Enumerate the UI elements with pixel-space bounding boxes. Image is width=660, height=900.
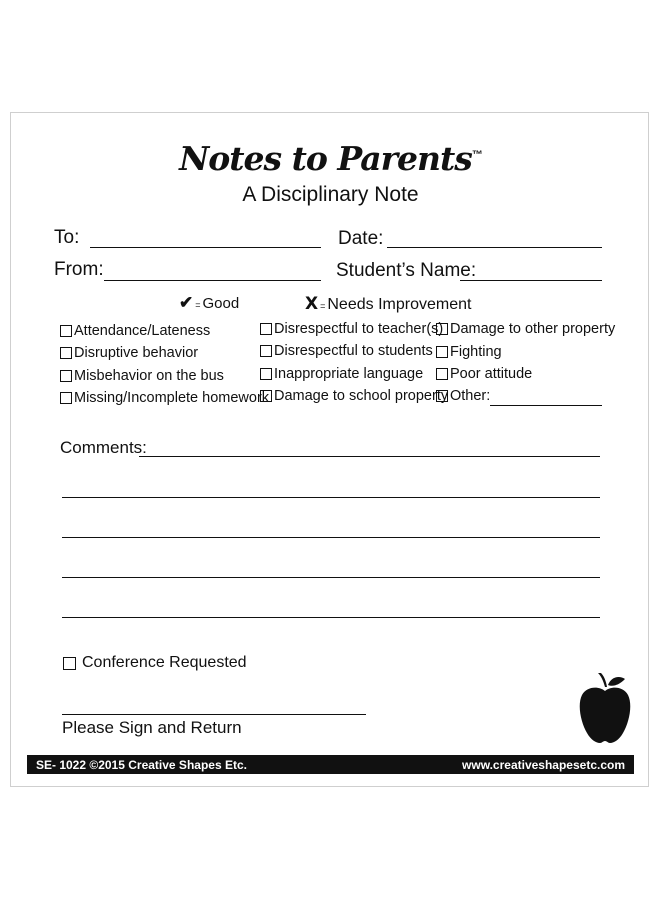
note-title: Notes to Parents™ [179,139,482,178]
checkbox[interactable] [63,657,76,670]
student-name-line[interactable] [460,280,602,281]
check-icon: ✔ [179,293,194,312]
checkbox[interactable] [436,346,448,358]
comments-line-4[interactable] [62,577,600,578]
student-name-label: Student’s Name: [336,260,477,281]
to-label: To: [54,227,80,248]
option-fighting[interactable]: Fighting [436,344,502,360]
footer-copyright: SE- 1022 ©2015 Creative Shapes Etc. [36,757,247,772]
conference-requested-option[interactable]: Conference Requested [63,654,247,672]
option-bus[interactable]: Misbehavior on the bus [60,368,224,384]
apple-icon [579,673,631,745]
x-icon: X [305,294,319,314]
option-language[interactable]: Inappropriate language [260,366,423,382]
footer-website: www.creativeshapesetc.com [462,757,625,772]
to-line[interactable] [90,247,321,248]
comments-line-5[interactable] [62,617,600,618]
option-homework[interactable]: Missing/Incomplete homework [60,390,269,406]
checkbox[interactable] [436,390,448,402]
other-line[interactable] [490,405,602,406]
note-subtitle: A Disciplinary Note [242,183,419,206]
comments-line-2[interactable] [62,497,600,498]
option-attitude[interactable]: Poor attitude [436,366,532,382]
comments-label: Comments: [60,438,147,457]
option-attendance[interactable]: Attendance/Lateness [60,323,210,339]
checkbox[interactable] [60,347,72,359]
date-line[interactable] [387,247,602,248]
option-disrespect-students[interactable]: Disrespectful to students [260,343,433,359]
option-disruptive[interactable]: Disruptive behavior [60,345,198,361]
from-label: From: [54,259,104,280]
option-damage-other[interactable]: Damage to other property [436,321,615,337]
legend-needs-improvement: X = Needs Improvement [305,294,472,314]
checkbox[interactable] [436,323,448,335]
disciplinary-note-card [10,112,649,787]
checkbox[interactable] [60,325,72,337]
comments-line-3[interactable] [62,537,600,538]
legend-good: ✔ = Good [179,293,240,312]
trademark-symbol: ™ [471,149,482,161]
checkbox[interactable] [436,368,448,380]
checkbox[interactable] [260,323,272,335]
option-disrespect-teacher[interactable]: Disrespectful to teacher(s) [260,321,443,337]
checkbox[interactable] [260,390,272,402]
from-line[interactable] [104,280,321,281]
checkbox[interactable] [60,392,72,404]
checkbox[interactable] [260,345,272,357]
option-other[interactable]: Other: [436,388,490,404]
checkbox[interactable] [60,370,72,382]
footer-bar [27,755,634,774]
date-label: Date: [338,228,384,249]
signature-line[interactable] [62,714,366,715]
sign-label: Please Sign and Return [62,718,242,737]
checkbox[interactable] [260,368,272,380]
comments-line-1[interactable] [139,456,600,457]
option-damage-school[interactable]: Damage to school property [260,388,448,404]
